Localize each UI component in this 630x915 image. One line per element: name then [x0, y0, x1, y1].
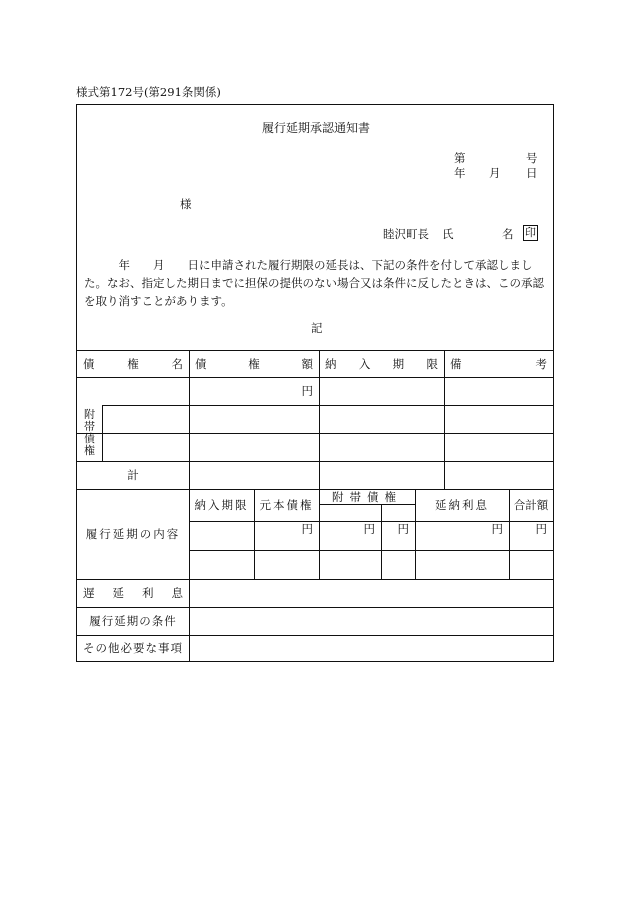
- issuer-shi: 氏: [442, 227, 454, 241]
- extension-content-label: 履行延期の内容: [85, 527, 181, 541]
- yen-principal: 円: [301, 522, 313, 536]
- header-claim-name-label: 債: [83, 356, 95, 371]
- yen-deferred-interest: 円: [491, 522, 503, 536]
- row-line: [102, 405, 553, 406]
- col-line: [381, 504, 382, 579]
- sub-header-attached: 附帯債権: [332, 489, 402, 504]
- sub-header-due: 納入期限: [194, 498, 249, 512]
- yen-total: 円: [535, 522, 547, 536]
- date-month: 月: [489, 166, 501, 180]
- header-remarks: 備 考: [450, 356, 547, 371]
- row-line: [77, 433, 553, 434]
- notice-body: 年 月 日に申請された履行期限の延長は、下記の条件を付して承認しました。なお、指定した期日までに担保の提供のない場合又は条件に反したときは、この承認を取り消すことがあります。: [84, 258, 544, 308]
- total-label: 計: [127, 468, 139, 482]
- row-line: [189, 550, 553, 551]
- issuer-title: 睦沢町長: [383, 227, 429, 241]
- col-line: [102, 405, 103, 461]
- issuer-mei: 名: [502, 227, 514, 241]
- form-frame: [76, 104, 554, 662]
- document-title: 履行延期承認通知書: [261, 121, 370, 135]
- header-due-date: 納 入 期 限: [325, 356, 438, 371]
- sub-header-deferred-interest: 延納利息: [435, 498, 489, 512]
- header-claim-amount: 債 権 額: [195, 356, 313, 371]
- principal-yen: 円: [301, 384, 313, 398]
- doc-number-suffix: 号: [526, 151, 538, 165]
- extension-conditions-label: 履行延期の条件: [89, 614, 177, 628]
- doc-number-prefix: 第: [454, 151, 466, 165]
- addressee-suffix: 様: [180, 197, 192, 211]
- yen-attached-2: 円: [397, 522, 409, 536]
- seal-mark: 印: [525, 226, 536, 239]
- form-caption: 様式第172号(第291条関係): [76, 85, 221, 99]
- other-matters-label: その他必要な事項: [83, 641, 183, 655]
- ki-marker: 記: [311, 321, 323, 335]
- yen-attached-1: 円: [363, 522, 375, 536]
- sub-header-total: 合計額: [513, 498, 549, 512]
- attached-claims-label: 附 帯 債 権: [84, 408, 95, 457]
- date-day: 日: [526, 166, 538, 180]
- late-interest-label: 遅 延 利 息: [83, 586, 183, 600]
- header-claim-name: 債 権 名: [83, 356, 183, 371]
- sub-header-principal: 元本債権: [259, 498, 314, 512]
- date-year: 年: [454, 166, 466, 180]
